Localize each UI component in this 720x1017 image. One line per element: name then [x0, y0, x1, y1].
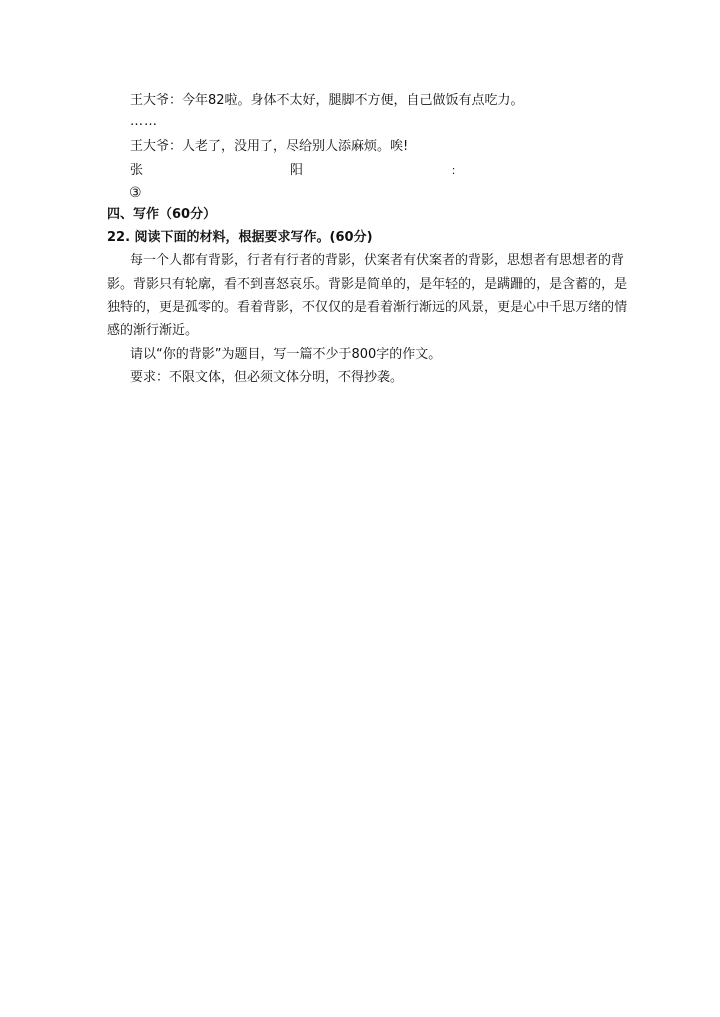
- material-text-segment: 看不到喜怒哀乐。: [224, 277, 329, 292]
- material-paragraph-line-1: [130, 252, 625, 270]
- material-paragraph-line-2: [107, 276, 628, 294]
- material-text-segment: 影。: [107, 277, 134, 292]
- answer-marker: [129, 184, 142, 203]
- material-text-segment: 不仅仅的是看着渐行渐远的风景，: [302, 300, 498, 315]
- dialogue-speaker-yang: 阳: [290, 163, 304, 178]
- material-paragraph-line-4: 感的渐行渐近。: [107, 323, 199, 338]
- dialogue-line-wang-old: 王大爷：人老了，没用了，尽给别人添麻烦。唉!: [130, 139, 409, 154]
- section-heading: 四、写作（60分）: [107, 207, 217, 222]
- circled-number-three: ③: [129, 185, 142, 201]
- material-text-segment: 背影是简单的，: [328, 277, 420, 292]
- material-text-segment: 更是孤零的。: [159, 300, 238, 315]
- material-text-segment: 更是心中千思万绪的情: [497, 300, 628, 315]
- material-text-segment: 是蹒跚的，: [484, 277, 550, 292]
- writing-prompt: 请以“你的背影”为题目，写一篇不少于800字的作文。: [130, 347, 442, 362]
- dialogue-line-wang-age: 王大爷：今年82啦。身体不太好，腿脚不方便，自己做饭有点吃力。: [130, 93, 524, 108]
- material-text-segment: 看着背影，: [237, 300, 303, 315]
- dialogue-colon: ：: [451, 164, 462, 177]
- material-text-segment: 伏案者有伏案者的背影，: [364, 253, 508, 268]
- material-text-segment: 思想者有思想者的背: [507, 253, 625, 268]
- question-title: 22. 阅读下面的材料，根据要求写作。(60分): [107, 230, 373, 245]
- writing-requirement: 要求：不限文体，但必须文体分明，不得抄袭。: [130, 370, 404, 385]
- material-text-segment: 行者有行者的背影，: [247, 253, 365, 268]
- material-text-segment: 背影只有轮廓，: [133, 277, 225, 292]
- material-text-segment: 独特的，: [107, 300, 160, 315]
- material-text-segment: 是: [614, 277, 628, 292]
- dialogue-speaker-zhang: 张: [130, 163, 144, 178]
- material-text-segment: 每一个人都有背影，: [130, 253, 248, 268]
- material-text-segment: 是含蓄的，: [549, 277, 615, 292]
- material-paragraph-line-3: [107, 299, 628, 317]
- dialogue-ellipsis: ……: [130, 114, 158, 129]
- material-text-segment: 是年轻的，: [419, 277, 485, 292]
